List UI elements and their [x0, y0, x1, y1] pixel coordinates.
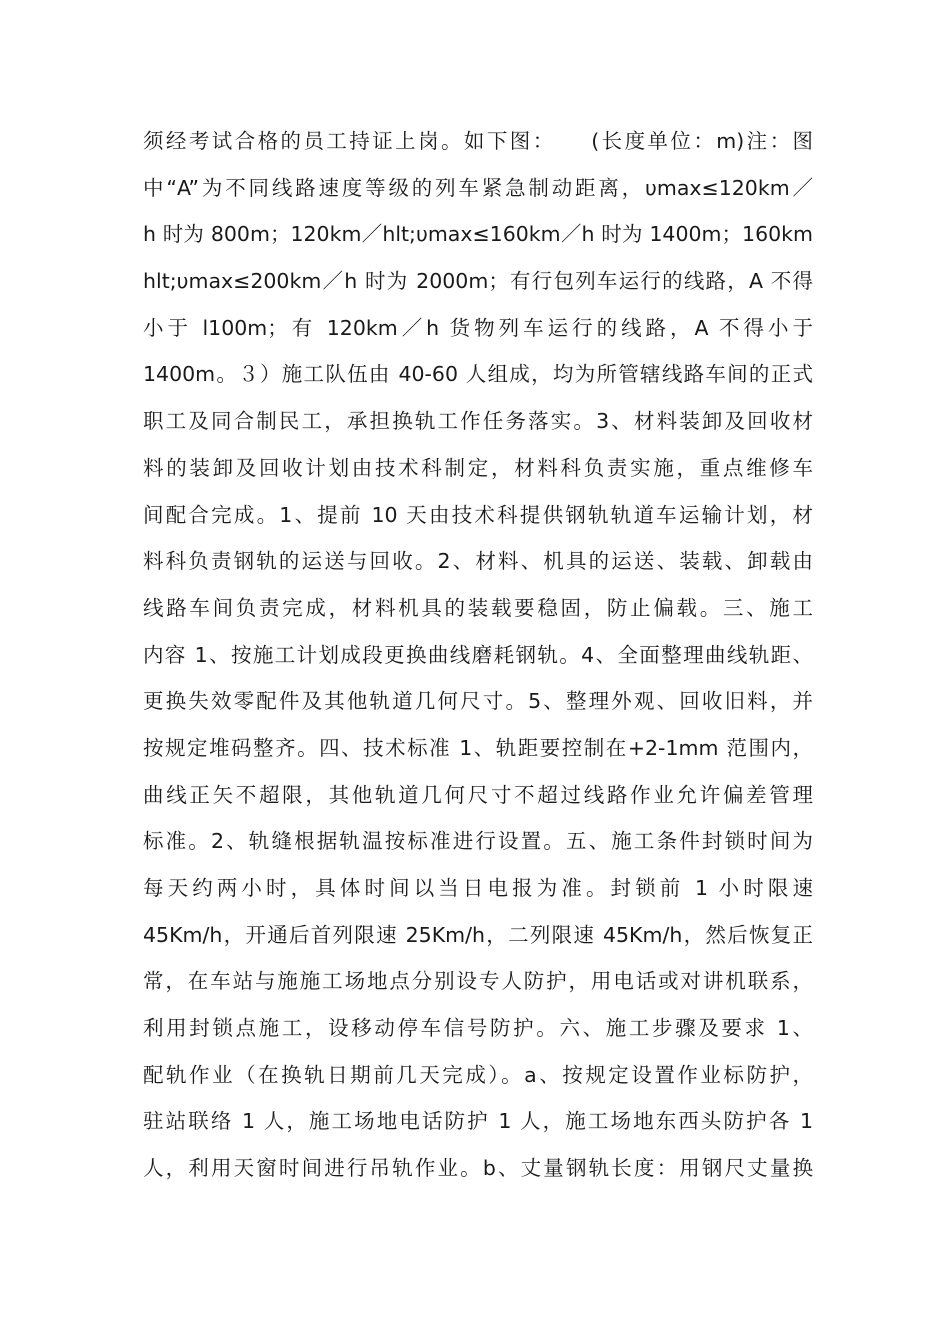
text-line: 标准。2、轨缝根据轨温按标准进行设置。五、施工条件封锁时间为 [143, 829, 813, 854]
text-line: 职工及同合制民工，承担换轨工作任务落实。3、材料装卸及回收材 [143, 409, 813, 434]
text-line: 须经考试合格的员工持证上岗。如下图： (长度单位：m)注：图 [143, 129, 813, 153]
text-line: 曲线正矢不超限，其他轨道几何尺寸不超过线路作业允许偏差管理 [143, 782, 813, 807]
text-line: 常，在车站与施施工场地点分别设专人防护，用电话或对讲机联系， [143, 969, 813, 994]
text-line: 料的装卸及回收计划由技术科制定，材料科负责实施，重点维修车 [143, 455, 813, 480]
text-line: hlt;υmax≤200km／h 时为 2000m；有行包列车运行的线路，A 不得 [143, 269, 813, 294]
text-line: 配轨作业（在换轨日期前几天完成）。a、按规定设置作业标防护， [143, 1062, 813, 1087]
text-line: 线路车间负责完成，材料机具的装载要稳固，防止偏载。三、施工 [143, 595, 813, 620]
text-line: 小于 l100m；有 120km／h 货物列车运行的线路，A 不得小于 [143, 315, 813, 340]
text-line: h 时为 800m；120km／hlt;υmax≤160km／h 时为 1400m；160km [143, 222, 813, 247]
text-line: 间配合完成。1、提前 10 天由技术科提供钢轨轨道车运输计划，材 [143, 502, 813, 527]
text-line: 更换失效零配件及其他轨道几何尺寸。5、整理外观、回收旧料，并 [143, 689, 813, 714]
text-line: 内容 1、按施工计划成段更换曲线磨耗钢轨。4、全面整理曲线轨距、 [143, 642, 813, 667]
text-line: 驻站联络 1 人，施工场地电话防护 1 人，施工场地东西头防护各 1 [143, 1109, 813, 1134]
body-text [143, 118, 813, 1192]
text-line: 利用封锁点施工，设移动停车信号防护。六、施工步骤及要求 1、 [143, 1016, 813, 1041]
text-line: 中“A”为不同线路速度等级的列车紧急制动距离，υmax≤120km／ [143, 175, 813, 200]
text-line: 人，利用天窗时间进行吊轨作业。b、丈量钢轨长度：用钢尺丈量换 [143, 1156, 813, 1181]
text-line: 45Km/h，开通后首列限速 25Km/h，二列限速 45Km/h，然后恢复正 [143, 922, 813, 947]
text-line: 按规定堆码整齐。四、技术标准 1、轨距要控制在+2-1mm 范围内， [143, 735, 813, 760]
text-line: 每天约两小时，具体时间以当日电报为准。封锁前 1 小时限速 [143, 876, 813, 900]
text-line: 1400m。３）施工队伍由 40-60 人组成，均为所管辖线路车间的正式 [143, 362, 813, 387]
text-line: 料科负责钢轨的运送与回收。2、材料、机具的运送、装载、卸载由 [143, 549, 813, 574]
